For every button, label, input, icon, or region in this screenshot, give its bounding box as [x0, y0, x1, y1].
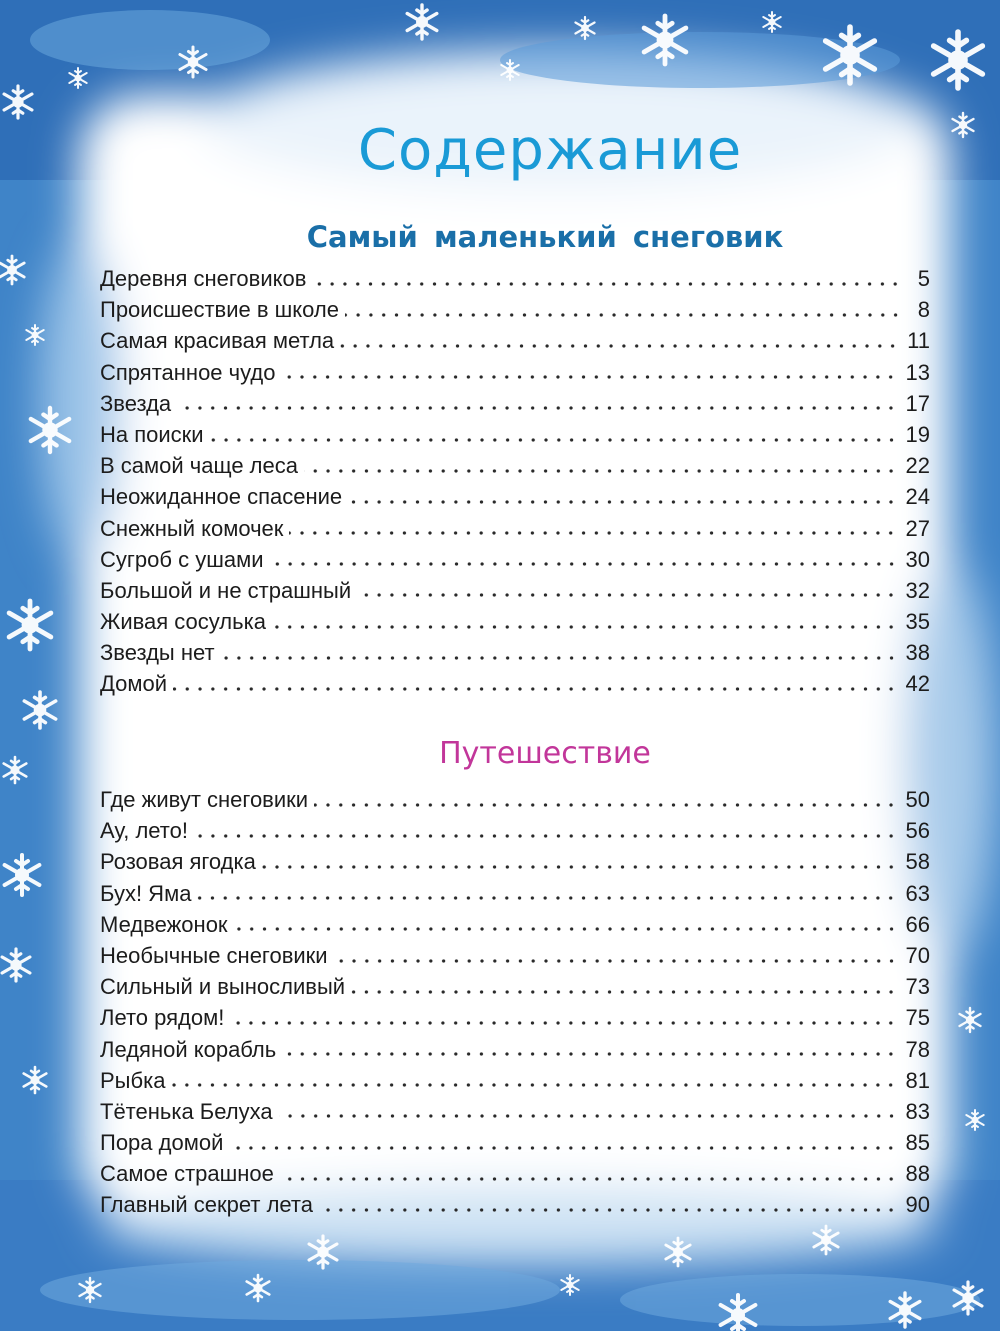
dot-leader [171, 1083, 897, 1087]
toc-entry-page-number: 63 [905, 880, 930, 906]
toc-entry[interactable] [100, 846, 930, 877]
toc-entry-title: Спрятанное чудо [100, 359, 276, 385]
toc-entry[interactable] [100, 1158, 930, 1189]
toc-entry-title: Медвежонок [100, 911, 228, 937]
toc-entry[interactable] [100, 325, 930, 356]
section-heading-2: Путешествие [439, 736, 651, 771]
dot-leader [279, 1114, 898, 1118]
toc-list-section-1 [100, 263, 930, 700]
toc-entry-page-number: 19 [905, 421, 930, 447]
dot-leader [194, 834, 898, 838]
dot-leader [348, 500, 897, 504]
toc-entry-title: Звезды нет [100, 640, 215, 666]
toc-entry-title: Происшествие в школе [100, 297, 340, 323]
dot-leader [289, 531, 897, 535]
toc-entry-title: Бух! Яма [100, 880, 192, 906]
dot-leader [173, 687, 897, 691]
toc-entry[interactable] [100, 294, 930, 325]
toc-entry[interactable] [100, 263, 930, 294]
toc-entry-page-number: 30 [905, 546, 930, 572]
toc-entry[interactable] [100, 1096, 930, 1127]
toc-entry-title: Ау, лето! [100, 818, 188, 844]
toc-entry[interactable] [100, 637, 930, 668]
toc-entry-page-number: 56 [905, 818, 930, 844]
toc-entry-title: Неожиданное спасение [100, 484, 343, 510]
toc-entry-page-number: 27 [905, 515, 930, 541]
toc-entry-page-number: 70 [905, 942, 930, 968]
toc-entry-title: На поиски [100, 421, 204, 447]
dot-leader [340, 344, 899, 348]
toc-entry-title: Рыбка [100, 1067, 166, 1093]
toc-entry-page-number: 38 [905, 640, 930, 666]
toc-entry[interactable] [100, 1034, 930, 1065]
toc-entry-title: Самое страшное [100, 1161, 274, 1187]
toc-entry-page-number: 32 [905, 577, 930, 603]
toc-entry-page-number: 5 [917, 266, 930, 291]
dot-leader [234, 927, 898, 931]
dot-leader [357, 593, 897, 597]
toc-entry[interactable] [100, 450, 930, 481]
toc-entry-title: Сильный и выносливый [100, 974, 346, 1000]
dot-leader [351, 990, 897, 994]
toc-entry-title: Тётенька Белуха [100, 1098, 273, 1124]
toc-entry[interactable] [100, 668, 930, 699]
toc-entry-page-number: 22 [905, 453, 930, 479]
toc-entry[interactable] [100, 1189, 930, 1220]
toc-entry[interactable] [100, 815, 930, 846]
toc-entry[interactable] [100, 544, 930, 575]
dot-leader [345, 313, 902, 317]
dot-leader [319, 1208, 898, 1212]
dot-leader [304, 469, 898, 473]
dot-leader [210, 438, 898, 442]
toc-entry-page-number: 73 [905, 974, 930, 1000]
dot-leader [197, 896, 897, 900]
dot-leader [270, 562, 898, 566]
toc-entry-page-number: 81 [905, 1067, 930, 1093]
page-title: Содержание [357, 118, 743, 183]
toc-entry-title: В самой чаще леса [100, 453, 298, 479]
dot-leader [229, 1146, 897, 1150]
toc-entry-page-number: 24 [905, 484, 930, 510]
toc-entry-title: Звезда [100, 390, 172, 416]
dot-leader [312, 282, 902, 286]
section-heading-1: Самый маленький снеговик [306, 220, 784, 254]
toc-entry[interactable] [100, 419, 930, 450]
toc-entry-page-number: 42 [905, 671, 930, 697]
toc-entry-title: Самая красивая метла [100, 328, 335, 354]
toc-entry-page-number: 66 [905, 911, 930, 937]
dot-leader [281, 375, 897, 379]
toc-entry-title: Необычные снеговики [100, 942, 328, 968]
toc-entry-title: Где живут снеговики [100, 787, 309, 812]
toc-entry-page-number: 58 [905, 849, 930, 875]
toc-entry[interactable] [100, 971, 930, 1002]
toc-entry-page-number: 35 [905, 609, 930, 635]
toc-entry[interactable] [100, 1127, 930, 1158]
toc-entry[interactable] [100, 878, 930, 909]
dot-leader [314, 803, 897, 807]
dot-leader [282, 1052, 897, 1056]
dot-leader [177, 406, 897, 410]
toc-entry[interactable] [100, 606, 930, 637]
toc-entry-page-number: 90 [905, 1192, 930, 1218]
toc-entry[interactable] [100, 513, 930, 544]
dot-leader [221, 656, 898, 660]
toc-entry-page-number: 85 [905, 1130, 930, 1156]
dot-leader [262, 865, 898, 869]
toc-entry-page-number: 88 [905, 1161, 930, 1187]
toc-entry-page-number: 78 [905, 1036, 930, 1062]
toc-entry-page-number: 83 [905, 1098, 930, 1124]
toc-entry-page-number: 13 [905, 359, 930, 385]
dot-leader [334, 959, 898, 963]
toc-list-section-2 [100, 784, 930, 1221]
toc-entry-page-number: 50 [905, 787, 930, 812]
toc-entry[interactable] [100, 940, 930, 971]
toc-entry-page-number: 11 [907, 328, 930, 354]
toc-entry-page-number: 17 [905, 390, 930, 416]
toc-entry-title: Домой [100, 671, 168, 697]
toc-entry[interactable] [100, 1002, 930, 1033]
toc-entry-title: Сугроб с ушами [100, 546, 264, 572]
toc-entry-title: Деревня снеговиков [100, 266, 307, 291]
toc-entry-title: Главный секрет лета [100, 1192, 313, 1218]
toc-entry[interactable] [100, 481, 930, 512]
toc-entry[interactable] [100, 357, 930, 388]
toc-entry-title: Ледяной корабль [100, 1036, 277, 1062]
toc-entry-title: Большой и не страшный [100, 577, 352, 603]
toc-entry[interactable] [100, 1065, 930, 1096]
toc-entry[interactable] [100, 784, 930, 815]
toc-entry-title: Снежный комочек [100, 515, 284, 541]
toc-entry[interactable] [100, 575, 930, 606]
dot-leader [230, 1021, 897, 1025]
toc-entry-title: Живая сосулька [100, 609, 266, 635]
toc-entry-title: Лето рядом! [100, 1005, 225, 1031]
toc-entry-page-number: 75 [905, 1005, 930, 1031]
toc-entry-title: Розовая ягодка [100, 849, 256, 875]
toc-entry[interactable] [100, 388, 930, 419]
dot-leader [280, 1177, 898, 1181]
toc-entry[interactable] [100, 909, 930, 940]
toc-entry-title: Пора домой [100, 1130, 224, 1156]
toc-entry-page-number: 8 [917, 297, 930, 323]
dot-leader [272, 625, 898, 629]
